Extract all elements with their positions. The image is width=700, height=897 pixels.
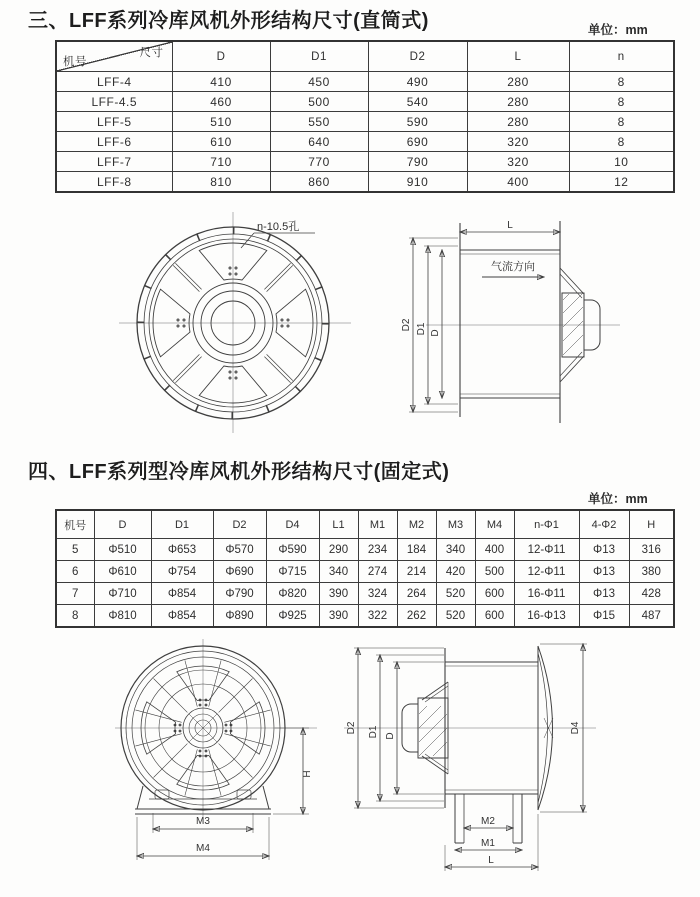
cell: 8 xyxy=(569,112,674,132)
cell: 8 xyxy=(569,72,674,92)
corner-label-model: 机号 xyxy=(63,56,87,68)
base-dimensions xyxy=(137,813,269,860)
cell: Φ653 xyxy=(151,539,213,561)
cell: 520 xyxy=(436,583,475,605)
casing-outline xyxy=(460,221,560,423)
straight-type-front-view-drawing xyxy=(115,200,355,435)
hole-count-label: n-10.5孔 xyxy=(257,221,300,233)
cell: Φ715 xyxy=(266,561,319,583)
dim-label-L: L xyxy=(488,855,494,866)
dim-label-D1: D1 xyxy=(416,322,427,336)
corner-header-cell xyxy=(56,41,172,72)
cell: 8 xyxy=(569,132,674,152)
corner-label-size: 尺寸 xyxy=(139,47,164,59)
section2-title: 四、LFF系列型冷库风机外形结构尺寸(固定式) xyxy=(28,461,450,483)
cell: 520 xyxy=(436,605,475,628)
table-row xyxy=(56,112,674,132)
cell: 274 xyxy=(358,561,397,583)
cell: Φ15 xyxy=(579,605,629,628)
dim-label-D2: D2 xyxy=(401,318,412,332)
cell: 280 xyxy=(467,92,569,112)
cell: 428 xyxy=(629,583,674,605)
cell: 610 xyxy=(172,132,270,152)
cell: 320 xyxy=(467,132,569,152)
cell: 600 xyxy=(475,605,514,628)
cell: Φ570 xyxy=(213,539,266,561)
cell: Φ925 xyxy=(266,605,319,628)
cell: 262 xyxy=(397,605,436,628)
cell: 690 xyxy=(368,132,467,152)
col-header: M4 xyxy=(475,510,514,539)
dim-label-H: H xyxy=(302,770,313,778)
cell: 420 xyxy=(436,561,475,583)
table-row xyxy=(56,539,674,561)
dim-label-D: D xyxy=(430,329,441,337)
table-row xyxy=(56,72,674,92)
dim-label-M4: M4 xyxy=(196,843,210,854)
cell: 590 xyxy=(368,112,467,132)
cell: 600 xyxy=(475,583,514,605)
cell: 770 xyxy=(270,152,368,172)
col-header: D xyxy=(172,41,270,72)
cell: LFF-7 xyxy=(56,152,172,172)
cell: 810 xyxy=(172,172,270,193)
airflow-annotation xyxy=(482,259,544,277)
col-header: D2 xyxy=(368,41,467,72)
cell: 340 xyxy=(319,561,358,583)
dim-label-D4: D4 xyxy=(570,721,581,735)
cell: 280 xyxy=(467,72,569,92)
cell: 280 xyxy=(467,112,569,132)
cell: 640 xyxy=(270,132,368,152)
cell: 214 xyxy=(397,561,436,583)
col-header: M1 xyxy=(358,510,397,539)
col-header: H xyxy=(629,510,674,539)
cell: 322 xyxy=(358,605,397,628)
table-row xyxy=(56,605,674,628)
cell: 380 xyxy=(629,561,674,583)
dim-label-M2: M2 xyxy=(481,816,495,827)
cell: 7 xyxy=(56,583,94,605)
table-row xyxy=(56,172,674,193)
col-header: 4-Φ2 xyxy=(579,510,629,539)
col-header: D4 xyxy=(266,510,319,539)
hole-callout xyxy=(241,219,315,248)
cell: 460 xyxy=(172,92,270,112)
cell: 12 xyxy=(569,172,674,193)
cell: 487 xyxy=(629,605,674,628)
table-header-row xyxy=(56,510,674,539)
cell: Φ13 xyxy=(579,583,629,605)
cell: Φ510 xyxy=(94,539,151,561)
col-header: M3 xyxy=(436,510,475,539)
cell: 290 xyxy=(319,539,358,561)
cell: Φ690 xyxy=(213,561,266,583)
cell: 390 xyxy=(319,583,358,605)
hub xyxy=(183,708,223,748)
cell: 340 xyxy=(436,539,475,561)
cell: 400 xyxy=(475,539,514,561)
cell: 540 xyxy=(368,92,467,112)
dim-label-L: L xyxy=(507,220,513,231)
table-row xyxy=(56,561,674,583)
cell: 316 xyxy=(629,539,674,561)
table-row xyxy=(56,152,674,172)
cell: 16-Φ11 xyxy=(514,583,579,605)
cell: Φ13 xyxy=(579,561,629,583)
cell: 5 xyxy=(56,539,94,561)
col-header: 机号 xyxy=(56,510,94,539)
dim-label-M3: M3 xyxy=(196,816,210,827)
cell: 12-Φ11 xyxy=(514,561,579,583)
cell: LFF-4.5 xyxy=(56,92,172,112)
straight-type-dimension-table xyxy=(55,40,675,193)
cell: 500 xyxy=(475,561,514,583)
col-header: D1 xyxy=(151,510,213,539)
col-header: n xyxy=(569,41,674,72)
cell: LFF-8 xyxy=(56,172,172,193)
cell: 184 xyxy=(397,539,436,561)
fixed-type-side-view-drawing xyxy=(340,640,600,890)
cell: 10 xyxy=(569,152,674,172)
cell: LFF-5 xyxy=(56,112,172,132)
col-header: D1 xyxy=(270,41,368,72)
cell: 16-Φ13 xyxy=(514,605,579,628)
cell: 410 xyxy=(172,72,270,92)
section1-title: 三、LFF系列冷库风机外形结构尺寸(直筒式) xyxy=(28,10,429,32)
cell: Φ890 xyxy=(213,605,266,628)
fixed-type-front-view-drawing xyxy=(103,633,323,888)
cell: 710 xyxy=(172,152,270,172)
cell: LFF-4 xyxy=(56,72,172,92)
dim-label-D1: D1 xyxy=(368,725,379,739)
table-header-row xyxy=(56,41,674,72)
cell: 910 xyxy=(368,172,467,193)
cell: Φ590 xyxy=(266,539,319,561)
col-header: L xyxy=(467,41,569,72)
dim-label-D2: D2 xyxy=(346,721,357,735)
motor-hatching xyxy=(419,706,447,756)
table-row xyxy=(56,92,674,112)
section2-unit-label: 单位：mm xyxy=(588,492,648,506)
cell: 450 xyxy=(270,72,368,92)
straight-type-side-view-drawing xyxy=(398,212,683,427)
col-header: D2 xyxy=(213,510,266,539)
fixed-type-dimension-table xyxy=(55,509,675,628)
cell: 8 xyxy=(56,605,94,628)
cell: 264 xyxy=(397,583,436,605)
cell: 234 xyxy=(358,539,397,561)
cell: 500 xyxy=(270,92,368,112)
dim-label-D: D xyxy=(385,732,396,740)
cell: Φ810 xyxy=(94,605,151,628)
length-dimension xyxy=(460,220,560,232)
center-crosshair xyxy=(119,212,351,433)
col-header: M2 xyxy=(397,510,436,539)
col-header: n-Φ1 xyxy=(514,510,579,539)
cell: Φ854 xyxy=(151,583,213,605)
cell: Φ13 xyxy=(579,539,629,561)
cell: 324 xyxy=(358,583,397,605)
cell: 550 xyxy=(270,112,368,132)
cell: 6 xyxy=(56,561,94,583)
cell: Φ854 xyxy=(151,605,213,628)
cell: 490 xyxy=(368,72,467,92)
cell: 510 xyxy=(172,112,270,132)
cell: Φ754 xyxy=(151,561,213,583)
cell: Φ610 xyxy=(94,561,151,583)
cell: 860 xyxy=(270,172,368,193)
table-row xyxy=(56,583,674,605)
motor-hatching xyxy=(563,293,583,355)
cell: 8 xyxy=(569,92,674,112)
cell: 320 xyxy=(467,152,569,172)
cell: 790 xyxy=(368,152,467,172)
col-header: D xyxy=(94,510,151,539)
cell: LFF-6 xyxy=(56,132,172,152)
cell: 390 xyxy=(319,605,358,628)
section1-unit-label: 单位：mm xyxy=(588,23,648,37)
col-header: L1 xyxy=(319,510,358,539)
cell: 12-Φ11 xyxy=(514,539,579,561)
cell: 400 xyxy=(467,172,569,193)
cell: Φ820 xyxy=(266,583,319,605)
cell: Φ710 xyxy=(94,583,151,605)
airflow-direction-label: 气流方向 xyxy=(491,261,535,273)
cell: Φ790 xyxy=(213,583,266,605)
table-row xyxy=(56,132,674,152)
dim-label-M1: M1 xyxy=(481,838,495,849)
